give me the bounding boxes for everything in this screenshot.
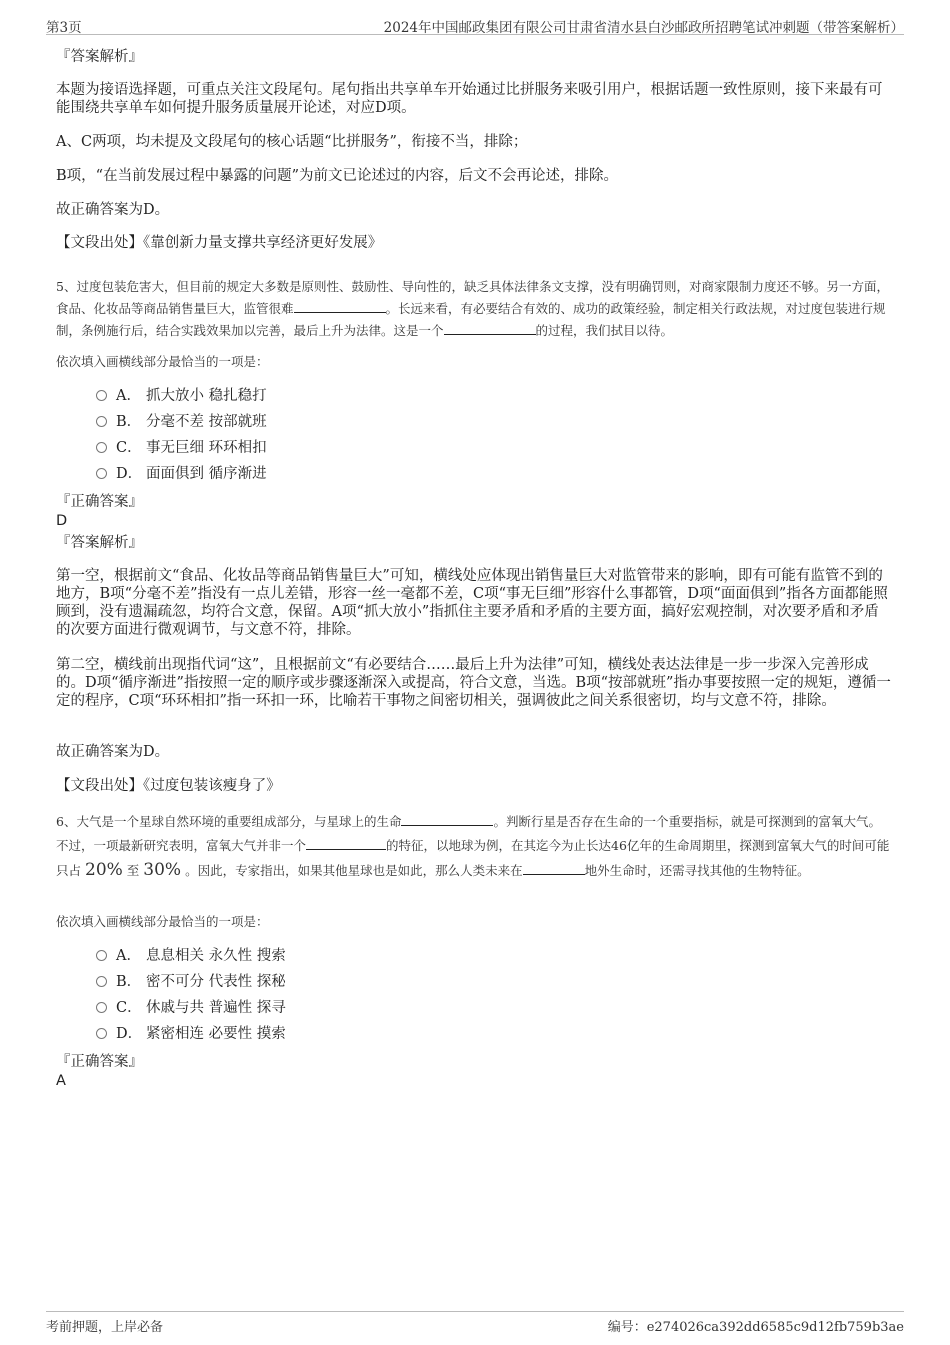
source-citation: 【文段出处】《靠创新力量支撑共享经济更好发展》	[56, 235, 383, 251]
correct-answer: A	[56, 1073, 66, 1089]
stem-text: 6、大气是一个星球自然环境的重要组成部分，与星球上的生命	[56, 814, 402, 829]
radio-icon[interactable]	[96, 416, 107, 427]
option-letter: C．	[116, 440, 142, 456]
option-text: 紧密相连 必要性 摸索	[146, 1026, 286, 1042]
option-text: 面面俱到 循序渐进	[146, 466, 267, 482]
option-d[interactable]	[96, 464, 267, 484]
option-text: 事无巨细 环环相扣	[146, 440, 267, 456]
source-citation: 【文段出处】《过度包装该瘦身了》	[56, 778, 281, 794]
stem-text: 地外生命时，还需寻找其他的生物特征。	[584, 863, 810, 878]
option-c[interactable]	[96, 998, 286, 1018]
correct-answer-label: 『正确答案』	[56, 494, 143, 510]
option-letter: D．	[116, 466, 143, 482]
document-code: 编号：e274026ca392dd6585c9d12fb759b3ae	[607, 1320, 904, 1335]
option-letter: B．	[116, 414, 142, 430]
analysis-paragraph: 第一空，根据前文“食品、化妆品等商品销售量巨大”可知，横线处应体现出销售量巨大对监管带来的影响，即有可能有监管不到的地方，B项“分毫不差”指没有一点儿差错，形容一丝一毫都不差，C项“事无巨细”形容什么事都管，D项“面面俱到”指各方面都能照顾到，没有遗漏疏忽，均符合文意，保留。A项“抓大放小”指抓住主要矛盾和矛盾的主要方面，搞好宏观控制，对次要矛盾和矛盾的次要方面进行微观调节，与文意不符，排除。	[56, 568, 888, 638]
answer-blank	[444, 322, 536, 335]
stem-text: 的过程，我们拭目以待。	[535, 323, 674, 338]
answer-blank	[306, 837, 386, 850]
percent-value: 30%	[143, 860, 182, 880]
analysis-paragraph: A、C两项，均未提及文段尾句的核心话题“比拼服务”，衔接不当，排除；	[56, 134, 528, 150]
percent-value: 20%	[85, 860, 123, 880]
question-prompt: 依次填入画横线部分最恰当的一项是：	[56, 914, 269, 929]
stem-text: 。判断行星是否存在生命的一个重要指标，就是可探测到的富氧大气。不过，一项最新研究表明，富氧大气并非一个	[56, 814, 881, 853]
analysis-label: 『答案解析』	[56, 49, 143, 65]
conclusion-text: 故正确答案为D。	[56, 744, 170, 760]
option-a[interactable]	[96, 386, 267, 406]
option-letter: B．	[116, 974, 142, 990]
option-a[interactable]	[96, 946, 286, 966]
radio-icon[interactable]	[96, 442, 107, 453]
answer-blank	[294, 300, 386, 313]
analysis-paragraph: 本题为接语选择题，可重点关注文段尾句。尾句指出共享单车开始通过比拼服务来吸引用户，根据话题一致性原则，接下来最有可能围绕共享单车如何提升服务质量展开论述，对应D项。	[56, 82, 883, 116]
radio-icon[interactable]	[96, 1002, 107, 1013]
footer-slogan: 考前押题，上岸必备	[46, 1320, 164, 1335]
correct-answer: D	[56, 513, 68, 529]
option-text: 休戚与共 普遍性 探寻	[146, 1000, 286, 1016]
answer-blank	[401, 813, 493, 826]
option-text: 密不可分 代表性 探秘	[146, 974, 286, 990]
conclusion-text: 故正确答案为D。	[56, 202, 170, 218]
option-text: 息息相关 永久性 搜索	[146, 948, 286, 964]
option-letter: D．	[116, 1026, 143, 1042]
option-text: 抓大放小 稳扎稳打	[146, 388, 267, 404]
option-letter: A．	[116, 948, 141, 964]
document-title: 2024年中国邮政集团有限公司甘肃省清水县白沙邮政所招聘笔试冲刺题（带答案解析）	[383, 20, 904, 36]
page-header	[46, 14, 904, 35]
stem-text: 。因此，专家指出，如果其他星球也是如此，那么人类未来在	[185, 863, 523, 878]
option-text: 分毫不差 按部就班	[146, 414, 267, 430]
analysis-paragraph: 第二空，横线前出现指代词“这”，且根据前文“有必要结合……最后上升为法律”可知，横线处表达法律是一步一步深入完善形成的。D项“循序渐进”指按照一定的顺序或步骤逐渐深入或提高，符合文意，当选。B项“按部就班”指办事要按照一定的规矩，遵循一定的程序，C项“环环相扣”指一环扣一环，比喻若干事物之间密切相关，强调彼此之间关系很密切，均与文意不符，排除。	[56, 657, 891, 709]
option-c[interactable]	[96, 438, 267, 458]
stem-text: 。长远来看，有必要结合有效的、成功的政策经验，制定相关行政法规，对过度包装进行规制，条例施行后，结合实践效果加以完善，最后上升为法律。这是一个	[56, 301, 886, 338]
page-number: 第3页	[46, 20, 82, 36]
option-d[interactable]	[96, 1024, 286, 1044]
correct-answer-label: 『正确答案』	[56, 1054, 143, 1070]
question-prompt: 依次填入画横线部分最恰当的一项是：	[56, 354, 269, 369]
option-letter: A．	[116, 388, 141, 404]
stem-text: 5、过度包装危害大，但目前的规定大多数是原则性、鼓励性、导向性的，缺乏具体法律条文支撑，没有明确罚则，对商家限制力度还不够。另一方面，食品、化妆品等商品销售量巨大，监管很难	[56, 279, 889, 316]
question-6-stem	[56, 810, 891, 883]
option-b[interactable]	[96, 412, 267, 432]
question-5-stem	[56, 276, 891, 342]
radio-icon[interactable]	[96, 390, 107, 401]
analysis-paragraph: B项，“在当前发展过程中暴露的问题”为前文已论述过的内容，后文不会再论述，排除。	[56, 168, 618, 184]
radio-icon[interactable]	[96, 1028, 107, 1039]
radio-icon[interactable]	[96, 468, 107, 479]
option-letter: C．	[116, 1000, 142, 1016]
stem-text: 至	[126, 863, 140, 878]
radio-icon[interactable]	[96, 950, 107, 961]
page-footer	[46, 1311, 904, 1336]
answer-blank	[523, 862, 585, 875]
option-b[interactable]	[96, 972, 286, 992]
radio-icon[interactable]	[96, 976, 107, 987]
analysis-label: 『答案解析』	[56, 535, 143, 551]
stem-text: 的特征，以地球为例，在其迄今为止长达46亿年的生命周期里，探测到富氧大气的时间可能只占	[56, 838, 890, 878]
